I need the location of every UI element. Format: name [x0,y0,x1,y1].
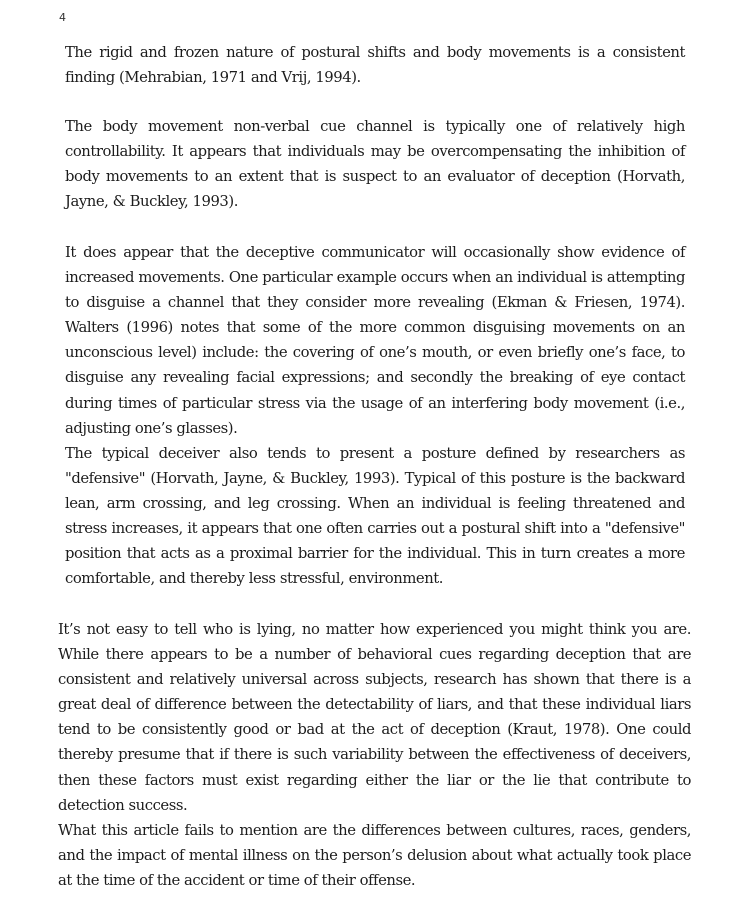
paragraph-article-critique: What this article fails to mention are the differences between cultures, races, genders, and the impact of mental illness on the person’s delusion about what actually took place at the time of the accident or time of their offense. [58,822,691,890]
paragraph-detecting-liars: It’s not easy to tell who is lying, no matter how experienced you might think you are. While there appears to be a number of behavioral cues regarding deception that are consistent and relatively universal across subjects, research has shown that there is a great deal of difference between the detectability of liars, and that these individual liars tend to be consistently good or bad at the act of deception (Kraut, 1978). One could thereby presume that if there is such variability between the effectiveness of deceivers, then these factors must exist regarding either the liar or the lie that contribute to detection success. [58,621,691,814]
paragraph-defensive-posture: The typical deceiver also tends to present a posture defined by researchers as "defensive" (Horvath, Jayne, & Buckley, 1993). Typical of this posture is the backward lean, arm crossing, and leg crossing. When an individual is feeling threatened and stress increases, it appears that one often carries out a postural shift into a "defensive" position that acts as a proximal barrier for the individual. This in turn creates a more comfortable, and thereby less stressful, environment. [65,445,685,588]
paragraph-postural-shifts: The rigid and frozen nature of postural shifts and body movements is a consistent finding (Mehrabian, 1971 and Vrij, 1994). [65,44,685,87]
page-number: 4 [59,11,66,24]
paragraph-body-movement-channel: The body movement non-verbal cue channel is typically one of relatively high controllability. It appears that individuals may be overcompensating the inhibition of body movements to an extent that is suspect to an evaluator of deception (Horvath, Jayne, & Buckley, 1993). [65,118,685,211]
paragraph-increased-movements: It does appear that the deceptive communicator will occasionally show evidence of increased movements. One particular example occurs when an individual is attempting to disguise a channel that they consider more revealing (Ekman & Friesen, 1974). Walters (1996) notes that some of the more common disguising movements on an unconscious level) include: the covering of one’s mouth, or even briefly one’s face, to disguise any revealing facial expressions; and secondly the breaking of eye contact during times of particular stress via the usage of an interfering body movement (i.e., adjusting one’s glasses). [65,244,685,437]
